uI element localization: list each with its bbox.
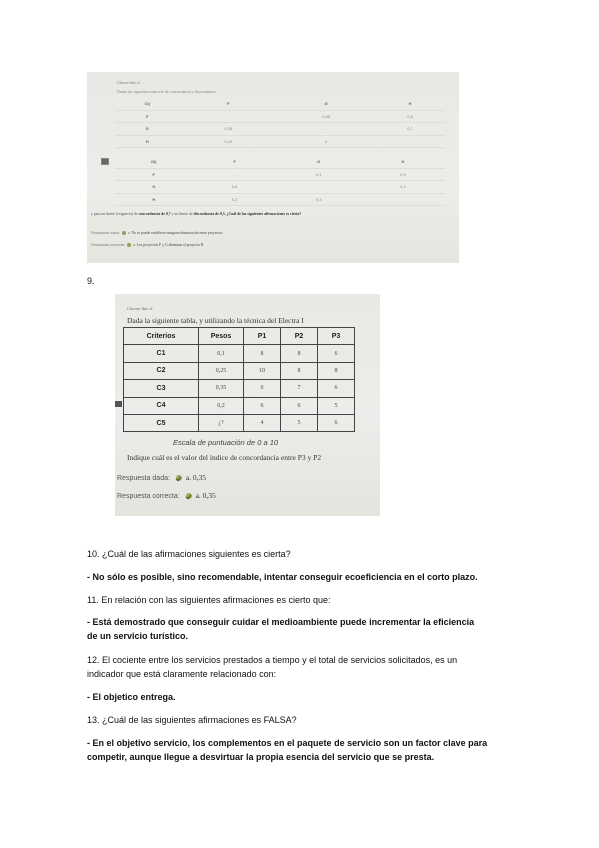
table-row [124,397,355,414]
discordance-header: G [277,156,361,168]
column-header: P2 [281,328,318,345]
table-cell: G [115,123,179,136]
discordance-header-row [115,156,445,168]
table-cell: - [277,123,375,136]
table-cell: C3 [124,380,199,397]
check-icon [176,475,182,481]
photo1-question [91,212,301,216]
photo2-subtitle: Dada la siguiente tabla, y utilizando la técnica del Electra I [127,316,304,325]
table-cell: F [115,110,179,123]
table-row [115,110,445,123]
photo1-title: Choose this cl. [117,80,141,85]
table-cell: 0,3 [277,193,361,206]
table-cell: 6 [244,380,281,397]
column-header: Pesos [199,328,244,345]
answer-label: Respuesta correcta: [117,493,180,500]
electra-table [123,327,355,432]
table-cell: 0,65 [277,110,375,123]
concordance-header: H [375,98,445,110]
photo1-given-answer [91,231,223,235]
concordance-matrix [115,98,445,148]
photo2-question: Indique cuál es el valor del índice de concordancia entre P3 y P2 [127,453,322,462]
table-cell: 0,25 [199,362,244,379]
answer-11-line1: - Está demostrado que conseguir cuidar el medioambiente puede incrementar la eficiencia [87,617,475,627]
question-12-line2: indicador que está claramente relacionado con: [87,669,277,679]
concordance-header: F [179,98,277,110]
answer-12: - El objetico entrega. [87,692,176,702]
table-cell: 7 [281,380,318,397]
table-cell: 8 [281,345,318,362]
answer-10: - No sólo es posible, sino recomendable, intentar conseguir ecoeficiencia en el corto plazo. [87,572,478,582]
discordance-header: H [361,156,445,168]
concordance-header: G [277,98,375,110]
table-row [124,380,355,397]
table-cell: 0,3 [193,193,277,206]
photo2-given-answer [117,473,206,482]
table-cell: G [115,181,193,194]
concordance-header-row [115,98,445,110]
table-cell: - [179,110,277,123]
question-text: y para un límite (exigencia) de [91,212,138,216]
table-cell: 0,1 [277,168,361,181]
table-cell: 0 [277,135,375,148]
table-cell: 0,2 [199,397,244,414]
table-row [124,345,355,362]
table-cell: C5 [124,414,199,431]
table-cell: 4 [244,414,281,431]
answer-11-line2: de un servicio turístico. [87,631,189,641]
table-cell: 8 [281,362,318,379]
column-header: Criterios [124,328,199,345]
table-cell: 8 [318,362,355,379]
table-cell: 6 [244,397,281,414]
table-cell: ¿? [199,414,244,431]
answer-text: a. 0,35 [185,473,207,482]
table-cell: 5 [318,397,355,414]
answer-text: a. Los proyectos F y G dominan al proyecto H [133,243,204,247]
check-icon [186,493,192,499]
table-cell [375,135,445,148]
table-cell: C1 [124,345,199,362]
table-cell: 6 [318,380,355,397]
table-cell: 0,20 [179,135,277,148]
table-cell: 8 [244,345,281,362]
answer-label: Respuesta dada: [117,475,170,482]
question-text: y un límite de [171,212,193,216]
table-header-row [124,328,355,345]
table-cell: 0,1 [361,181,445,194]
question-photo-2 [115,294,380,516]
table-cell: F [115,168,193,181]
question-10: 10. ¿Cuál de las afirmaciones siguientes es cierta? [87,549,291,559]
photo1-subtitle: Dadas las siguientes matrices de concordancia y discordancia: [117,89,217,94]
question-12-line1: 12. El cociente entre los servicios prestados a tiempo y el total de servicios solicitados, es un [87,655,458,665]
table-row [115,135,445,148]
answer-label: Respuesta dada: [91,231,120,235]
discordance-header: F [193,156,277,168]
table-row [124,414,355,431]
table-cell: 6 [318,414,355,431]
table-cell: 6 [281,397,318,414]
table-cell: C4 [124,397,199,414]
table-cell: C2 [124,362,199,379]
table-cell: 10 [244,362,281,379]
table-row [115,193,445,206]
table-cell: 0,1 [199,345,244,362]
discordance-header: Dij [115,156,193,168]
table-row [115,181,445,194]
table-cell: - [277,181,361,194]
table-row [115,123,445,136]
answer-label: Respuesta correcta: [91,243,125,247]
table-cell: 0,7 [375,123,445,136]
table-cell: 0,35 [199,380,244,397]
check-icon [127,243,131,247]
answer-text: a. 0,35 [195,491,216,500]
flag-icon [115,401,122,407]
table-cell: H [115,135,179,148]
scale-caption: Escala de puntuación de 0 a 10 [173,438,279,447]
discordance-matrix [115,156,445,206]
table-cell: - [193,168,277,181]
table-cell: 0,8 [375,110,445,123]
answer-text: c. No se puede establecer ninguna dominación entre proyectos [127,231,223,235]
flag-icon [101,158,109,165]
photo2-title: Choose this cl. [127,306,154,311]
photo2-correct-answer [117,491,216,500]
concordance-header: Cij [115,98,179,110]
question-photo-1 [87,72,459,263]
answer-13-line1: - En el objetivo servicio, los complementos en el paquete de servicio son un factor clave para [87,738,488,748]
question-11: 11. En relación con las siguientes afirmaciones es cierto que: [87,595,331,605]
question-emphasis: discordancia de 0,3. ¿Cuál de las siguientes afirmaciones es cierta? [193,212,302,216]
column-header: P3 [318,328,355,345]
table-cell: 0,3 [361,168,445,181]
table-cell: 0,6 [193,181,277,194]
table-cell: 0,35 [179,123,277,136]
question-number-9: 9. [87,276,95,286]
question-emphasis: concordancia de 0,7 [138,212,171,216]
question-13: 13. ¿Cuál de las siguientes afirmaciones es FALSA? [87,715,297,725]
table-row [124,362,355,379]
table-cell: H [115,193,193,206]
table-cell: 6 [318,345,355,362]
table-row [115,168,445,181]
table-cell: 5 [281,414,318,431]
answer-13-line2: competir, aunque llegue a desvirtuar la propia esencia del servicio que se presta. [87,752,435,762]
photo1-correct-answer [91,243,204,247]
table-cell [361,193,445,206]
radio-icon [122,231,126,235]
column-header: P1 [244,328,281,345]
